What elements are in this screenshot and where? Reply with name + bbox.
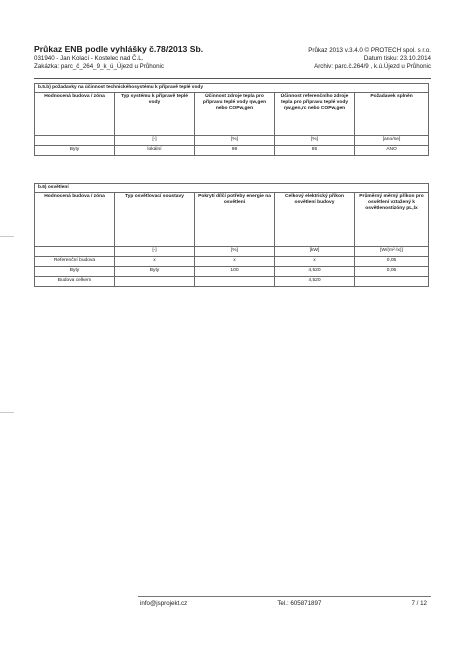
value-cell: 98 — [195, 145, 275, 155]
table-header-row — [35, 92, 429, 135]
header-cell: Typ osvětlovací soustavy — [115, 192, 195, 246]
zone-cell: Budova celkem — [35, 276, 115, 286]
unit-cell: [%] — [195, 135, 275, 145]
unit-cell: [kW] — [275, 246, 355, 256]
value-cell: 4,520 — [275, 276, 355, 286]
header-cell: Hodnocená budova / zóna — [35, 192, 115, 246]
unit-cell: [-] — [115, 135, 195, 145]
value-cell: 85 — [275, 145, 355, 155]
document-header — [34, 44, 431, 70]
value-cell: x — [115, 256, 195, 266]
document-footer — [140, 600, 427, 607]
footer-phone: Tel.: 605871897 — [277, 600, 322, 607]
unit-cell: [%] — [195, 246, 275, 256]
header-cell: Celkový elektrický příkon osvětlení budovy — [275, 192, 355, 246]
table-hot-water-requirements — [34, 83, 429, 156]
value-cell: 100 — [195, 266, 275, 276]
units-row — [35, 135, 429, 145]
scan-mark — [0, 236, 14, 237]
value-cell — [355, 276, 429, 286]
page-number: 7 / 12 — [411, 600, 427, 607]
header-cell: Typ systému k přípravě teplé vody — [115, 92, 195, 135]
order-line: Zakázka: parc_č_264_9_k_ú_Újezd u Průhonic — [34, 63, 165, 70]
units-row — [35, 246, 429, 256]
header-rule — [34, 78, 431, 79]
value-cell: x — [275, 256, 355, 266]
value-cell — [195, 276, 275, 286]
header-cell: Účinnost zdroje tepla pro přípravu teplé vody ηw,gen nebo COPw,gen — [195, 92, 275, 135]
table-row — [35, 145, 429, 155]
print-date: Datum tisku: 23.10.2014 — [363, 55, 431, 62]
zone-cell: Referenční budova — [35, 256, 115, 266]
header-cell: Pokrytí dílčí potřeby energie na osvětlení — [195, 192, 275, 246]
footer-email: info@jsprojekt.cz — [140, 600, 188, 607]
table-lighting — [34, 183, 429, 287]
value-cell: Byty — [115, 266, 195, 276]
software-version: Průkaz 2013 v.3.4.0 © PROTECH spol. s r.o. — [308, 47, 431, 54]
table-row — [35, 256, 429, 266]
header-cell: Účinnost referenčního zdroje tepla pro přípravu teplé vody ηw,gen,rc nebo COPw,gen — [275, 92, 355, 135]
value-cell: ANO — [355, 145, 429, 155]
author-line: 031940 - Jan Kolací - Kostelec nad Č.L. — [34, 55, 144, 62]
value-cell: lokální — [115, 145, 195, 155]
scan-mark — [0, 412, 14, 413]
unit-cell: [-] — [115, 246, 195, 256]
document-title: Průkaz ENB podle vyhlášky č.78/2013 Sb. — [34, 44, 204, 54]
table-row — [35, 266, 429, 276]
value-cell — [115, 276, 195, 286]
unit-cell: [W/(m²·lx)] — [355, 246, 429, 256]
unit-cell: [%] — [275, 135, 355, 145]
table-row — [35, 276, 429, 286]
unit-cell — [35, 246, 115, 256]
header-cell: Požadavek splněn — [355, 92, 429, 135]
archive-line: Archiv: parc.č.264/9 , k.ú.Újezd u Průhonic — [314, 63, 431, 70]
unit-cell: [ano/ne] — [355, 135, 429, 145]
zone-cell: Byty — [35, 145, 115, 155]
zone-cell: Byty — [35, 266, 115, 276]
value-cell: 4,520 — [275, 266, 355, 276]
footer-rule — [138, 596, 431, 597]
unit-cell — [35, 135, 115, 145]
value-cell: 0,05 — [355, 256, 429, 266]
value-cell: x — [195, 256, 275, 266]
section-title-b6: b.6) osvětlení — [35, 184, 429, 193]
header-cell: Průměrný měrný příkon pro osvětlení vztažený k osvětlenostizóny pL,lx — [355, 192, 429, 246]
section-title-b5: b.5.b) požadavky na účinnost technickéhosystému k přípravě teplé vody — [35, 84, 429, 93]
table-header-row — [35, 192, 429, 246]
header-cell: Hodnocená budova / zóna — [35, 92, 115, 135]
value-cell: 0,05 — [355, 266, 429, 276]
